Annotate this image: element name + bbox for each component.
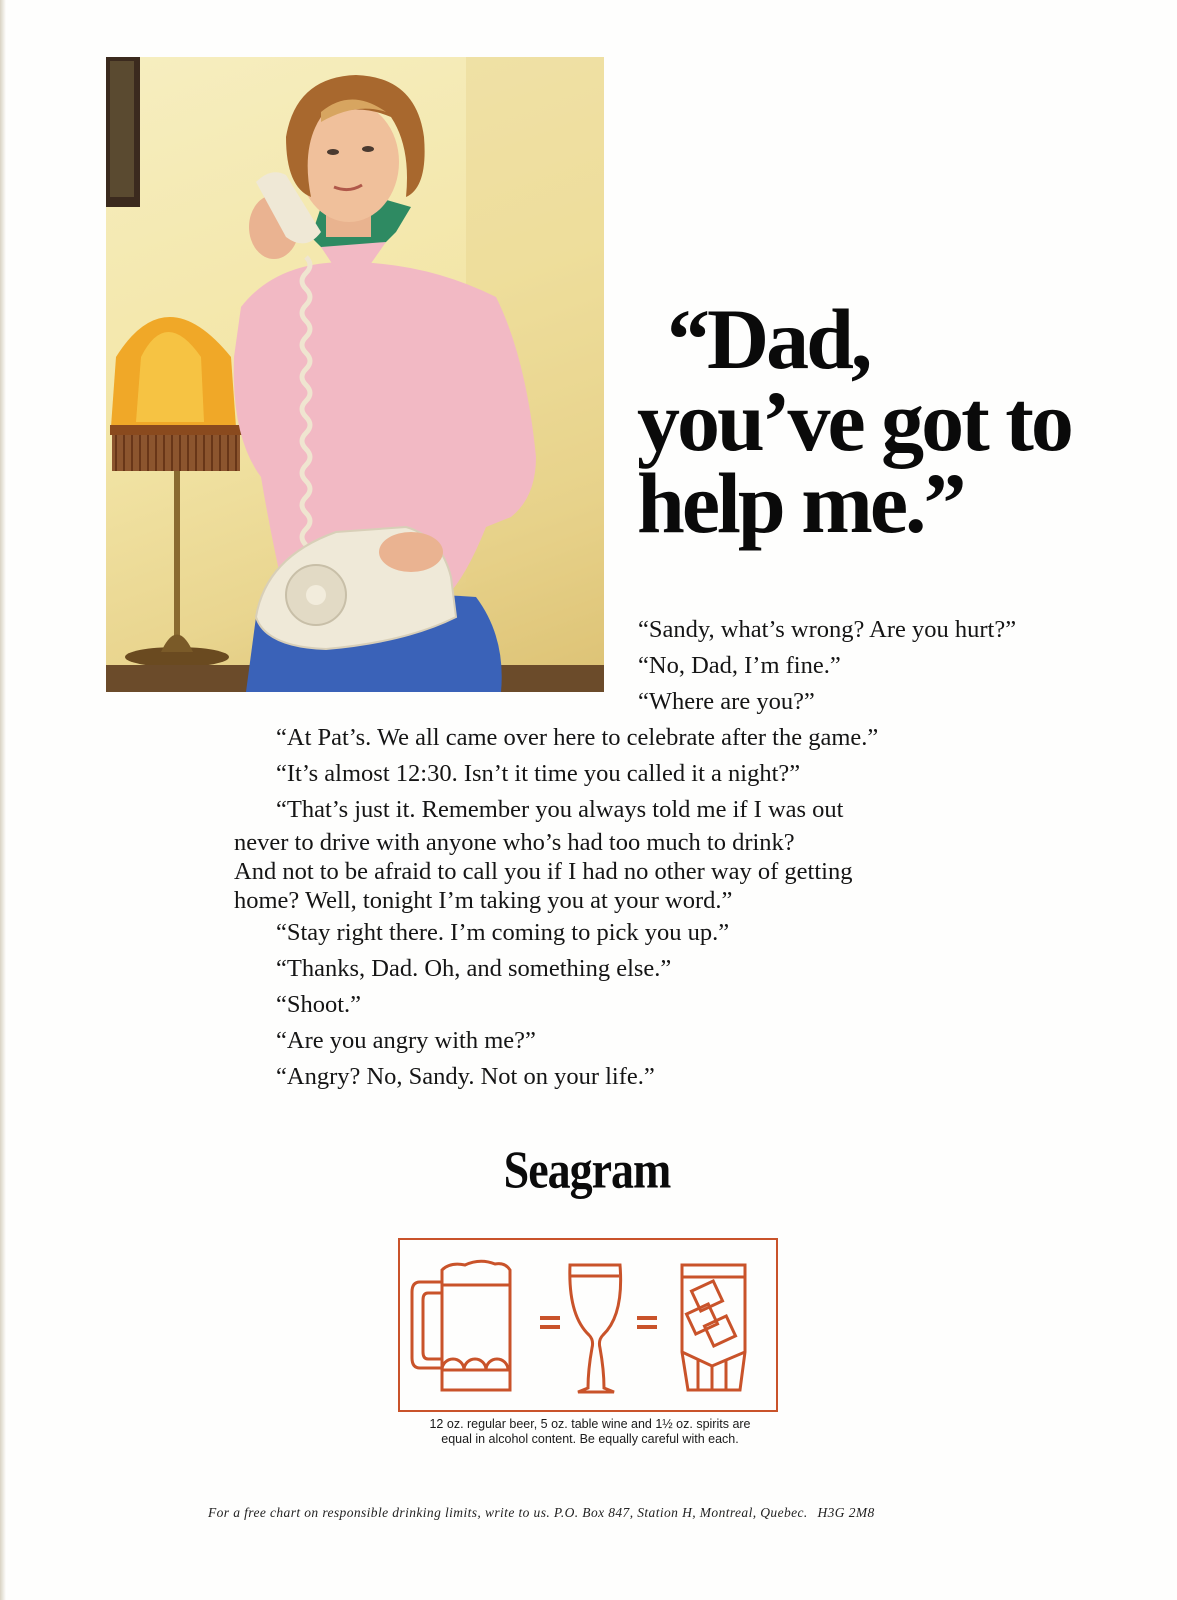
footer-address <box>208 1505 968 1521</box>
postal-code: H3G 2M8 <box>817 1505 875 1520</box>
spirits-glass-icon <box>682 1265 745 1390</box>
wine-glass-icon <box>570 1265 621 1392</box>
headline-line-2: you’ve got to <box>637 373 1071 469</box>
equals-icon <box>540 1318 560 1327</box>
dialogue-paragraph-line: home? Well, tonight I’m taking you at your word.” <box>234 887 733 914</box>
dialogue-top <box>638 612 1016 720</box>
equals-icon <box>637 1318 657 1327</box>
caption-line-1: 12 oz. regular beer, 5 oz. table wine and 1½ oz. spirits are <box>429 1417 751 1431</box>
dialogue-paragraph-line: never to drive with anyone who’s had too much to drink? <box>234 829 795 856</box>
dialogue-line: “Where are you?” <box>638 688 815 715</box>
dialogue-line: “Angry? No, Sandy. Not on your life.” <box>276 1063 655 1090</box>
dialogue-paragraph-line: And not to be afraid to call you if I had no other way of getting <box>234 858 853 885</box>
headline-line-3: help me.” <box>637 455 964 551</box>
dialogue-line: “At Pat’s. We all came over here to celebrate after the game.” <box>276 724 879 751</box>
dialogue-line: “It’s almost 12:30. Isn’t it time you called it a night?” <box>276 760 801 787</box>
caption-line-2: equal in alcohol content. Be equally careful with each. <box>441 1432 739 1446</box>
girl-on-phone-illustration <box>106 57 604 692</box>
dialogue-line: “Sandy, what’s wrong? Are you hurt?” <box>638 616 1017 643</box>
dialogue-line: “Shoot.” <box>276 991 362 1018</box>
headline <box>637 291 1137 551</box>
dialogue-line: “Are you angry with me?” <box>276 1027 536 1054</box>
dialogue-line: “Thanks, Dad. Oh, and something else.” <box>276 955 672 982</box>
drinks-equivalence-box <box>398 1238 778 1412</box>
dialogue-line: “No, Dad, I’m fine.” <box>638 652 841 679</box>
page-edge <box>0 0 6 1600</box>
headline-line-1: “Dad, <box>667 291 870 387</box>
footer-text: For a free chart on responsible drinking limits, write to us. P.O. Box 847, Station H, Montreal, Quebec. <box>208 1505 808 1520</box>
beer-mug-icon <box>412 1261 510 1390</box>
drinks-caption <box>380 1417 800 1447</box>
dialogue-paragraph-line: “That’s just it. Remember you always told me if I was out <box>276 796 844 823</box>
dialogue-line: “Stay right there. I’m coming to pick you up.” <box>276 919 730 946</box>
ad-photo <box>106 57 604 692</box>
dialogue-main <box>234 720 934 1095</box>
seagram-logo: Seagram <box>503 1140 671 1199</box>
